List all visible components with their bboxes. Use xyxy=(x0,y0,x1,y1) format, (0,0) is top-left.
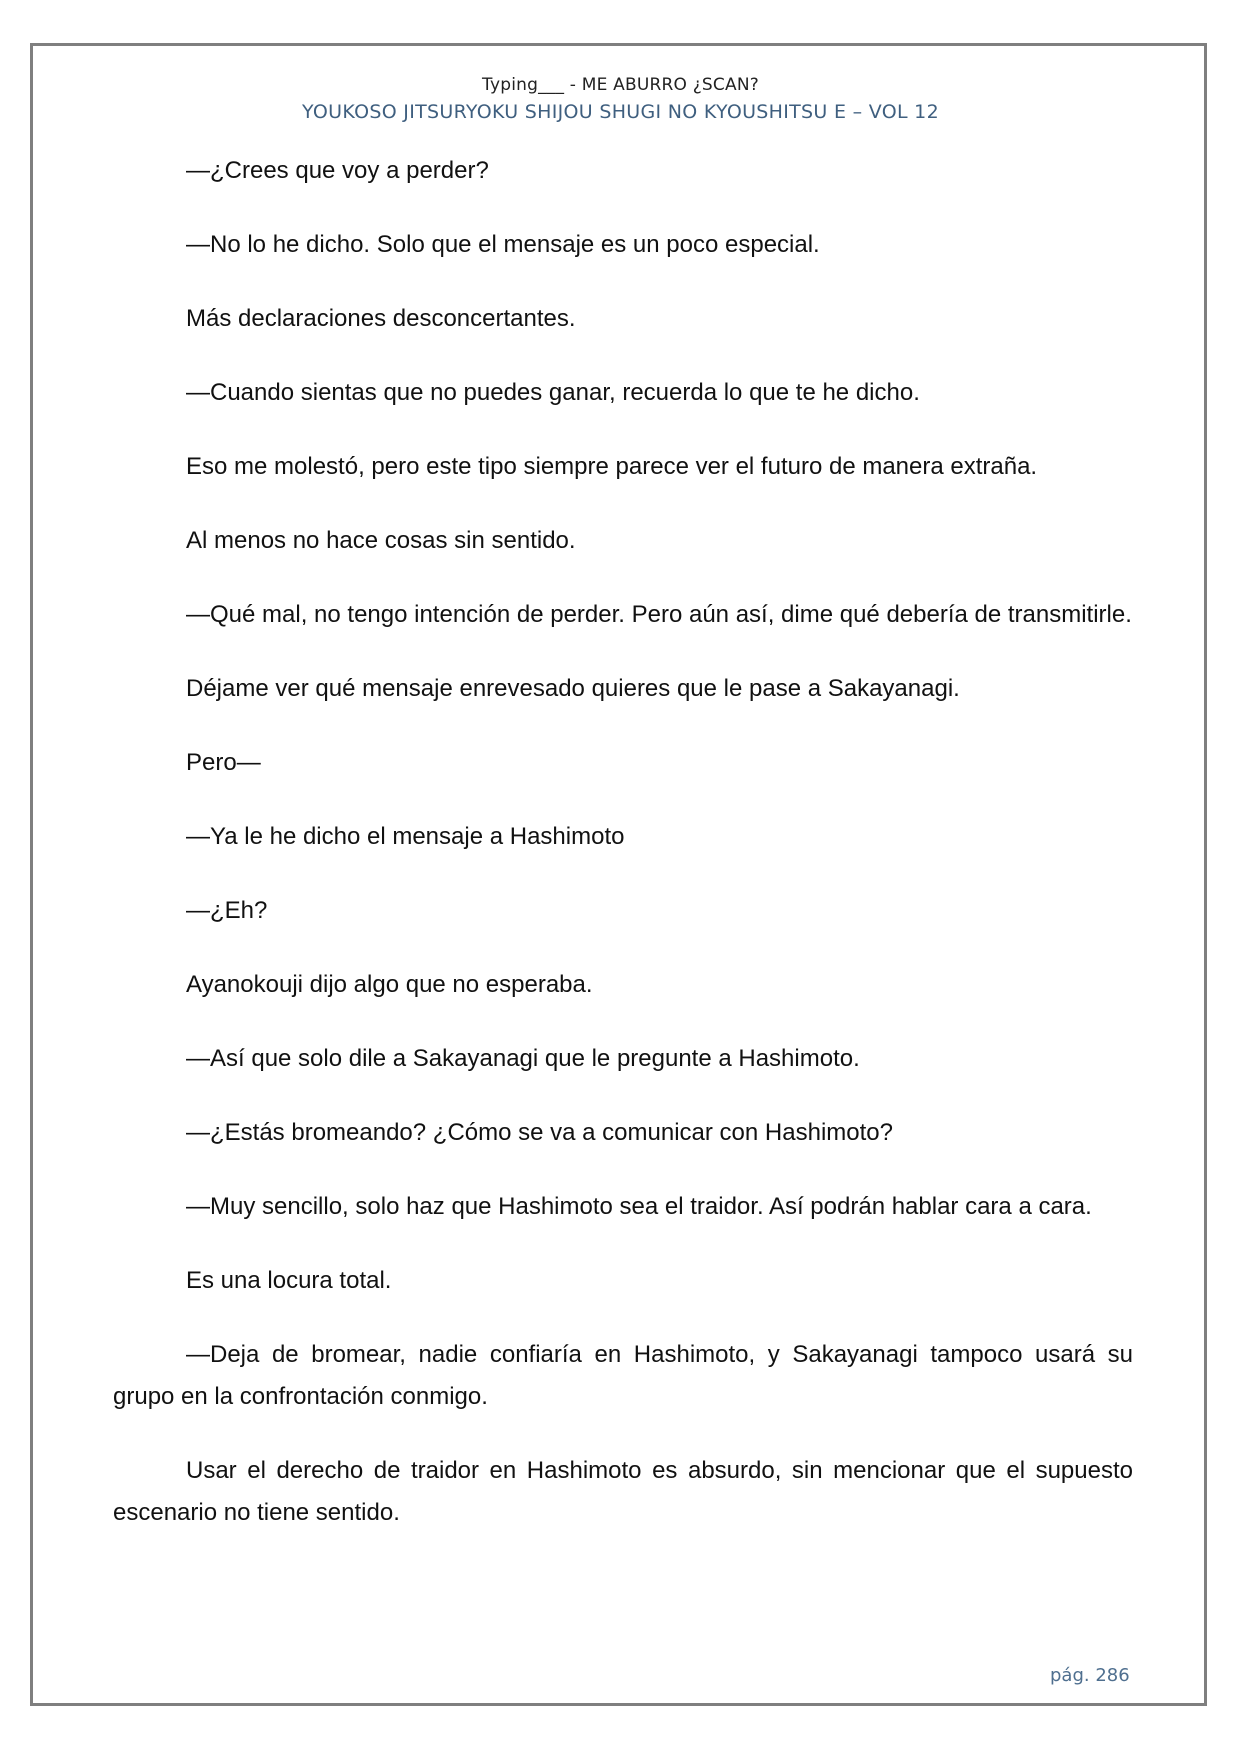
paragraph: —Así que solo dile a Sakayanagi que le pregunte a Hashimoto. xyxy=(186,1045,860,1072)
paragraph: Al menos no hace cosas sin sentido. xyxy=(186,527,576,554)
header-book-title: YOUKOSO JITSURYOKU SHIJOU SHUGI NO KYOUSHITSU E – VOL 12 xyxy=(302,101,939,123)
paragraph: —Cuando sientas que no puedes ganar, recuerda lo que te he dicho. xyxy=(186,379,920,406)
paragraph: Eso me molestó, pero este tipo siempre parece ver el futuro de manera extraña. xyxy=(186,453,1038,480)
body-text xyxy=(113,150,1133,1566)
paragraph: Usar el derecho de traidor en Hashimoto es absurdo, sin mencionar que el supuesto escenario no tiene sentido. xyxy=(113,1457,1133,1526)
paragraph: —No lo he dicho. Solo que el mensaje es un poco especial. xyxy=(186,231,820,258)
paragraph: —¿Eh? xyxy=(186,897,268,924)
paragraph: Ayanokouji dijo algo que no esperaba. xyxy=(186,971,593,998)
paragraph: Más declaraciones desconcertantes. xyxy=(186,305,576,332)
paragraph: —¿Crees que voy a perder? xyxy=(186,157,489,184)
paragraph: —Ya le he dicho el mensaje a Hashimoto xyxy=(186,823,625,850)
paragraph: Es una locura total. xyxy=(186,1267,392,1294)
page-number: pág. 286 xyxy=(1050,1665,1130,1686)
header-typing-credit: Typing___ - ME ABURRO ¿SCAN? xyxy=(482,75,759,95)
paragraph: Pero— xyxy=(186,749,261,776)
paragraph: —¿Estás bromeando? ¿Cómo se va a comunicar con Hashimoto? xyxy=(186,1119,893,1146)
paragraph: —Muy sencillo, solo haz que Hashimoto sea el traidor. Así podrán hablar cara a cara. xyxy=(186,1193,1092,1220)
paragraph: —Qué mal, no tengo intención de perder. Pero aún así, dime qué debería de transmitirle. xyxy=(186,601,1132,628)
paragraph: —Deja de bromear, nadie confiaría en Hashimoto, y Sakayanagi tampoco usará su grupo en la confrontación conmigo. xyxy=(113,1341,1133,1410)
paragraph: Déjame ver qué mensaje enrevesado quieres que le pase a Sakayanagi. xyxy=(186,675,960,702)
